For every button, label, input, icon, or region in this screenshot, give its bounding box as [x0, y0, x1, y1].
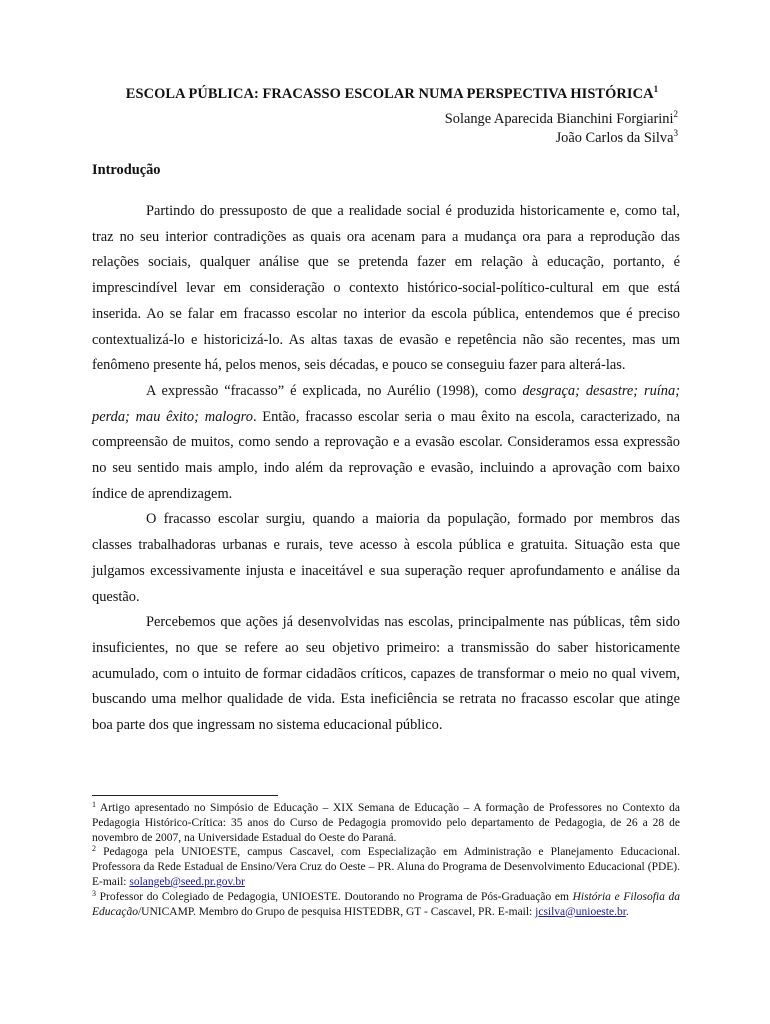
- footnote-1: [92, 801, 680, 845]
- footnote-2-mark: 2: [92, 844, 96, 854]
- footnote-3-text: Professor do Colegiado de Pedagogia, UNIOESTE. Doutorando no Programa de Pós-Graduação em: [96, 890, 573, 903]
- footnote-1-mark: 1: [92, 800, 96, 809]
- author-2-name: João Carlos da Silva: [555, 130, 674, 146]
- paper-title: [92, 86, 692, 103]
- footnote-1-text: Artigo apresentado no Simpósio de Educação – XIX Semana de Educação – A formação de Professores no Contexto da Pedagogia Histórico-Crítica: 35 anos do Curso de Pedagogia promovido pelo departamento de Pedagogia, de 26 a 28 de novembro de 2007, na Universidade Estadual do Oeste do Paraná.: [92, 802, 680, 844]
- footnote-3-email-link[interactable]: jcsilva@unioeste.br: [535, 905, 626, 918]
- paragraph-2-definition: desgraça; desastre; ruína; perda; mau êxito; malogro: [92, 382, 680, 425]
- footnote-3-program: História e Filosofia da Educação: [92, 890, 680, 918]
- section-heading: Introdução: [92, 162, 161, 178]
- author-2: [445, 129, 678, 148]
- paragraph-4: Percebemos que ações já desenvolvidas nas escolas, principalmente nas públicas, têm sido insuficientes, no que se refere ao seu objetivo primeiro: a transmissão do saber historicamente acumulado, com o intuito de formar cidadãos críticos, capazes de transformar o meio no qual vivem, buscando uma melhor qualidade de vida. Esta ineficiência se retrata no fracasso escolar que atinge boa parte dos que ingressam no sistema educacional público.: [92, 614, 680, 734]
- footnote-2: [92, 845, 680, 889]
- footnote-2-email-link[interactable]: solangeb@seed.pr.gov.br: [129, 875, 245, 888]
- author-1-footnote-mark: 2: [673, 109, 678, 119]
- footnotes: [92, 801, 680, 919]
- paragraph-2: [92, 379, 680, 508]
- footnote-3-text-after: /UNICAMP. Membro do Grupo de pesquisa HISTEDBR, GT - Cascavel, PR. E-mail:: [137, 905, 536, 918]
- paragraph-1: Partindo do pressuposto de que a realidade social é produzida historicamente e, como tal, traz no seu interior contradições as quais ora acenam para a mudança ora para a reprodução das relações sociais, qualquer análise que se pretenda fazer em relação à educação, portanto, é imprescindível levar em consideração o contexto histórico-social-político-cultural em que está inserida. Ao se falar em fracasso escolar no interior da escola pública, entendemos que é preciso contextualizá-lo e historicizá-lo. As altas taxas de evasão e repetência não são recentes, mas um fenômeno presente há, pelos menos, seis décadas, e pouco se conseguiu fazer para alterá-las.: [92, 203, 680, 374]
- footnote-2-text: Pedagoga pela UNIOESTE, campus Cascavel, com Especialização em Administração e Planejamento Educacional. Professora da Rede Estadual de Ensino/Vera Cruz do Oeste – PR. Aluna do Programa de Desenvolvimento Educacional (PDE). E-mail:: [92, 846, 680, 888]
- paragraph-2-end: . Então, fracasso escolar seria o mau êxito na escola, caracterizado, na compreensão de muitos, como sendo a reprovação e a evasão escolar. Consideramos essa expressão no seu sentido mais amplo, indo além da reprovação e evasão, incluindo a aprovação com baixo índice de aprendizagem.: [92, 408, 680, 502]
- author-1: [445, 110, 678, 129]
- author-1-name: Solange Aparecida Bianchini Forgiarini: [444, 111, 674, 127]
- footnote-3-mark: 3: [92, 888, 96, 898]
- author-2-footnote-mark: 3: [673, 128, 678, 138]
- body-text: [92, 199, 680, 739]
- footnote-3: [92, 890, 680, 920]
- footnote-3-end: .: [625, 905, 629, 918]
- paper-title-text: ESCOLA PÚBLICA: FRACASSO ESCOLAR NUMA PERSPECTIVA HISTÓRICA: [125, 86, 654, 102]
- paragraph-3: O fracasso escolar surgiu, quando a maioria da população, formado por membros das classes trabalhadoras urbanas e rurais, teve acesso à escola pública e gratuita. Situação esta que julgamos excessivamente injusta e inaceitável e sua superação requer aprofundamento e análise da questão.: [92, 511, 680, 605]
- paragraph-2-start: A expressão “fracasso” é explicada, no Aurélio (1998), como: [146, 382, 523, 399]
- title-footnote-mark: 1: [653, 84, 659, 94]
- footnote-separator: [92, 795, 278, 796]
- author-block: [445, 110, 678, 148]
